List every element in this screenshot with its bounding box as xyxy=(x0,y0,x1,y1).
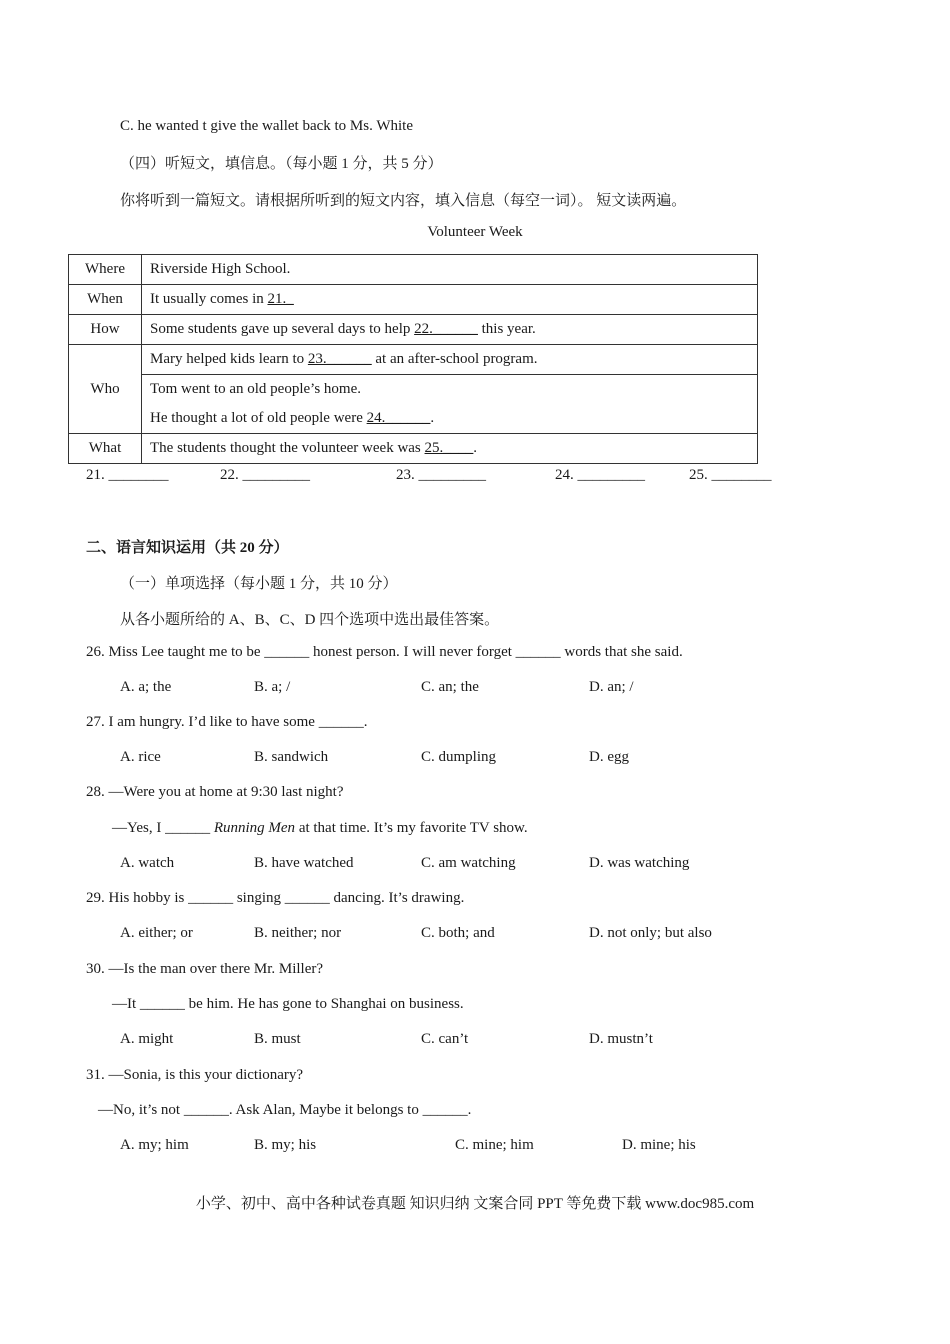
table-row xyxy=(69,285,758,315)
option-c[interactable]: C. mine; him xyxy=(455,1137,534,1153)
row-text: Mary helped kids learn to 23.______ at an after-school program. xyxy=(142,345,758,375)
row-text: Some students gave up several days to help 22.______ this year. xyxy=(142,315,758,345)
option-b[interactable]: B. have watched xyxy=(254,855,354,871)
answer-line-23[interactable]: 23. _________ xyxy=(396,467,486,483)
option-a[interactable]: A. watch xyxy=(120,855,175,871)
option-c[interactable]: C. can’t xyxy=(421,1031,469,1047)
table-row xyxy=(69,375,758,434)
row-text: Riverside High School. xyxy=(142,255,758,285)
option-c[interactable]: C. am watching xyxy=(421,855,516,871)
option-b[interactable]: B. must xyxy=(254,1031,301,1047)
volunteer-week-table xyxy=(68,254,758,464)
option-c[interactable]: C. both; and xyxy=(421,925,495,941)
option-d[interactable]: D. mustn’t xyxy=(589,1031,653,1047)
option-b[interactable]: B. my; his xyxy=(254,1137,317,1153)
answer-blank[interactable]: 21._ xyxy=(267,291,294,307)
option-b[interactable]: B. sandwich xyxy=(254,749,329,765)
table-row xyxy=(69,315,758,345)
question-30-reply: —It ______ be him. He has gone to Shanghai on business. xyxy=(112,996,464,1012)
option-a[interactable]: A. a; the xyxy=(120,679,172,695)
section4-heading: （四）听短文，填信息。（每小题 1 分，共 5 分） xyxy=(120,156,443,172)
answer-blank[interactable]: 24.______ xyxy=(366,410,431,426)
question-28-reply: —Yes, I ______ Running Men at that time. It’s my favorite TV show. xyxy=(112,820,528,836)
row-text: The students thought the volunteer week was 25.____. xyxy=(142,434,758,464)
question-26: 26. Miss Lee taught me to be ______ honest person. I will never forget ______ words that she said. xyxy=(86,644,683,660)
question-29: 29. His hobby is ______ singing ______ dancing. It’s drawing. xyxy=(86,890,465,906)
option-d[interactable]: D. mine; his xyxy=(622,1137,696,1153)
question-31: 31. —Sonia, is this your dictionary? xyxy=(86,1067,304,1083)
question-27: 27. I am hungry. I’d like to have some ______. xyxy=(86,714,368,730)
option-a[interactable]: A. my; him xyxy=(120,1137,189,1153)
answer-line-21[interactable]: 21. ________ xyxy=(86,467,169,483)
answer-line-25[interactable]: 25. ________ xyxy=(689,467,772,483)
answer-blank[interactable]: 23.______ xyxy=(307,351,372,367)
answer-line-24[interactable]: 24. _________ xyxy=(555,467,645,483)
option-b[interactable]: B. a; / xyxy=(254,679,291,695)
option-a[interactable]: A. rice xyxy=(120,749,161,765)
row-label: How xyxy=(69,315,142,345)
part2-sub-heading: （一）单项选择（每小题 1 分，共 10 分） xyxy=(120,576,398,592)
answer-blank[interactable]: 22.______ xyxy=(414,321,478,337)
row-label: When xyxy=(69,285,142,315)
part2-instruction: 从各小题所给的 A、B、C、D 四个选项中选出最佳答案。 xyxy=(120,612,500,628)
answer-line-22[interactable]: 22. _________ xyxy=(220,467,310,483)
section4-instruction: 你将听到一篇短文。请根据所听到的短文内容，填入信息（每空一词）。 短文读两遍。 xyxy=(120,193,687,209)
row-label: What xyxy=(69,434,142,464)
table-row xyxy=(69,255,758,285)
option-d[interactable]: D. not only; but also xyxy=(589,925,712,941)
option-a[interactable]: A. might xyxy=(120,1031,174,1047)
table-title: Volunteer Week xyxy=(427,224,523,240)
option-b[interactable]: B. neither; nor xyxy=(254,925,342,941)
option-d[interactable]: D. egg xyxy=(589,749,629,765)
question-28: 28. —Were you at home at 9:30 last night? xyxy=(86,784,344,800)
option-d[interactable]: D. an; / xyxy=(589,679,634,695)
table-row xyxy=(69,434,758,464)
row-text: It usually comes in 21._ xyxy=(142,285,758,315)
part2-heading: 二、语言知识运用（共 20 分） xyxy=(86,540,289,556)
row-label: Who xyxy=(69,345,142,434)
top-option: C. he wanted t give the wallet back to Ms. White xyxy=(120,118,413,134)
table-row xyxy=(69,345,758,375)
option-c[interactable]: C. an; the xyxy=(421,679,479,695)
question-30: 30. —Is the man over there Mr. Miller? xyxy=(86,961,324,977)
answer-blank[interactable]: 25.____ xyxy=(424,440,474,456)
option-c[interactable]: C. dumpling xyxy=(421,749,497,765)
question-31-reply: —No, it’s not ______. Ask Alan, Maybe it belongs to ______. xyxy=(98,1102,472,1118)
option-d[interactable]: D. was watching xyxy=(589,855,690,871)
row-label: Where xyxy=(69,255,142,285)
option-a[interactable]: A. either; or xyxy=(120,925,193,941)
row-text: Tom went to an old people’s home. He thought a lot of old people were 24.______. xyxy=(142,375,758,434)
footer-text: 小学、初中、高中各种试卷真题 知识归纳 文案合同 PPT 等免费下载 www.doc985.com xyxy=(195,1196,755,1212)
